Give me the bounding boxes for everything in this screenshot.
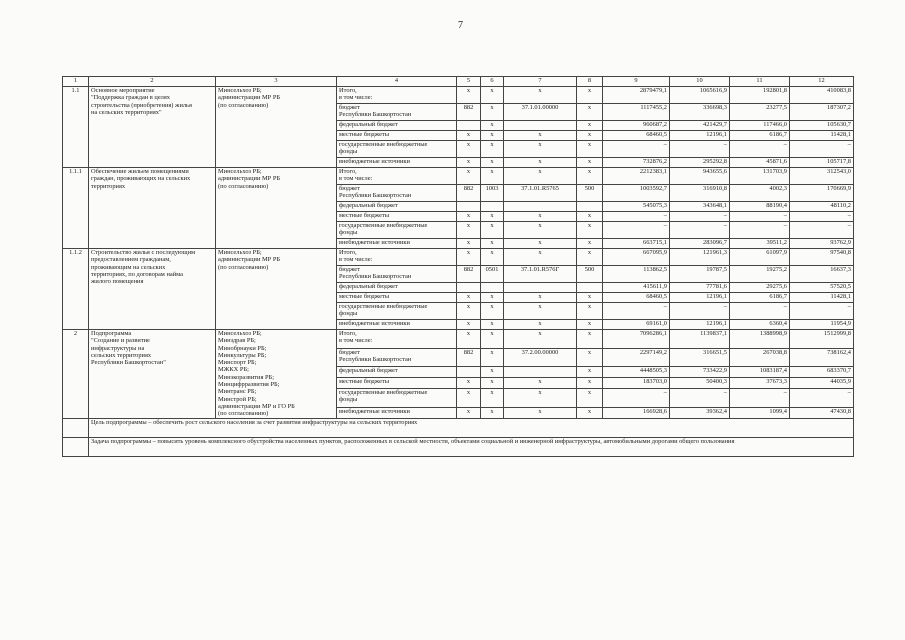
code-cell: x <box>577 121 603 131</box>
code-cell: 882 <box>457 104 481 121</box>
code-cell <box>457 283 481 293</box>
budget-table <box>62 76 854 457</box>
code-cell <box>577 283 603 293</box>
code-cell: x <box>577 141 603 158</box>
amount-cell: 19787,5 <box>670 266 730 283</box>
code-cell: x <box>457 141 481 158</box>
amount-cell: 960687,2 <box>603 121 670 131</box>
code-cell: x <box>577 158 603 168</box>
amount-cell: 1117455,2 <box>603 104 670 121</box>
executor: Минсельхоз РБ; администрации МР РБ (по согласованию) <box>216 168 337 249</box>
header-cell: 1 <box>63 77 89 87</box>
code-cell: x <box>504 249 577 266</box>
code-cell: x <box>577 389 603 408</box>
amount-cell: 12196,1 <box>670 320 730 330</box>
code-cell: x <box>481 141 504 158</box>
amount-cell: 68460,5 <box>603 131 670 141</box>
funding-source: бюджет Республики Башкортостан <box>337 348 457 367</box>
funding-source: государственные внебюджетные фонды <box>337 389 457 408</box>
empty-cell <box>63 418 89 437</box>
funding-source: государственные внебюджетные фонды <box>337 303 457 320</box>
amount-cell: 166928,6 <box>603 407 670 418</box>
funding-source: Итого, в том числе: <box>337 330 457 349</box>
funding-source: внебюджетные источники <box>337 407 457 418</box>
code-cell: x <box>481 303 504 320</box>
amount-cell: – <box>603 389 670 408</box>
amount-cell: 39362,4 <box>670 407 730 418</box>
amount-cell: 1139837,1 <box>670 330 730 349</box>
code-cell: 500 <box>577 266 603 283</box>
code-cell: x <box>504 378 577 389</box>
funding-source: местные бюджеты <box>337 293 457 303</box>
amount-cell: 183703,0 <box>603 378 670 389</box>
header-cell: 2 <box>89 77 216 87</box>
amount-cell: – <box>790 141 854 158</box>
amount-cell: 131703,9 <box>730 168 790 185</box>
code-cell: x <box>504 330 577 349</box>
funding-source: местные бюджеты <box>337 378 457 389</box>
amount-cell: 11954,9 <box>790 320 854 330</box>
subprogram-task: Задача подпрограммы – повысить уровень комплексного обустройства населенных пунктов, расположенных в сельской местности, объектами социальной и инженерной инфраструктуры, автомобильными дорогами общего пользования <box>89 437 854 456</box>
amount-cell: – <box>670 389 730 408</box>
funding-source: внебюджетные источники <box>337 158 457 168</box>
amount-cell: 7096286,1 <box>603 330 670 349</box>
code-cell: x <box>504 158 577 168</box>
amount-cell: 192801,8 <box>730 87 790 104</box>
amount-cell: 11428,1 <box>790 293 854 303</box>
amount-cell: 943655,6 <box>670 168 730 185</box>
code-cell: x <box>504 320 577 330</box>
amount-cell: 113862,5 <box>603 266 670 283</box>
table-row <box>63 418 854 437</box>
funding-source: федеральный бюджет <box>337 367 457 378</box>
table-row <box>63 249 854 266</box>
amount-cell: 105717,8 <box>790 158 854 168</box>
header-cell: 10 <box>670 77 730 87</box>
amount-cell: 12196,1 <box>670 131 730 141</box>
code-cell: x <box>457 293 481 303</box>
code-cell: x <box>457 303 481 320</box>
amount-cell: 11428,1 <box>790 131 854 141</box>
funding-source: федеральный бюджет <box>337 121 457 131</box>
amount-cell: 105630,7 <box>790 121 854 131</box>
code-cell: x <box>577 168 603 185</box>
funding-source: Итого, в том числе: <box>337 87 457 104</box>
amount-cell: 683370,7 <box>790 367 854 378</box>
code-cell: x <box>481 378 504 389</box>
code-cell: x <box>577 87 603 104</box>
code-cell: x <box>457 389 481 408</box>
funding-source: местные бюджеты <box>337 131 457 141</box>
amount-cell: 415611,9 <box>603 283 670 293</box>
code-cell: x <box>577 249 603 266</box>
amount-cell: 50400,3 <box>670 378 730 389</box>
code-cell <box>504 121 577 131</box>
table-row <box>63 87 854 104</box>
amount-cell: 170669,9 <box>790 185 854 202</box>
code-cell: x <box>577 348 603 367</box>
funding-source: бюджет Республики Башкортостан <box>337 266 457 283</box>
amount-cell: – <box>790 389 854 408</box>
code-cell: x <box>504 131 577 141</box>
funding-source: федеральный бюджет <box>337 283 457 293</box>
code-cell: x <box>504 303 577 320</box>
code-cell: x <box>481 87 504 104</box>
table-header-row <box>63 77 854 87</box>
header-cell: 6 <box>481 77 504 87</box>
subprogram-goal: Цель подпрограммы – обеспечить рост сельского населения за счет развития инфраструктуры на сельских территориях <box>89 418 854 437</box>
code-cell: x <box>577 293 603 303</box>
code-cell: x <box>481 158 504 168</box>
amount-cell: 69161,0 <box>603 320 670 330</box>
amount-cell: 312543,0 <box>790 168 854 185</box>
code-cell: x <box>481 320 504 330</box>
code-cell: x <box>577 330 603 349</box>
measure-name: Обеспечение жильем помещениями граждан, проживающих на сельских территориях <box>89 168 216 249</box>
amount-cell: 6186,7 <box>730 131 790 141</box>
amount-cell: 29275,6 <box>730 283 790 293</box>
amount-cell: 57520,5 <box>790 283 854 293</box>
code-cell <box>504 367 577 378</box>
amount-cell: 61097,9 <box>730 249 790 266</box>
code-cell: x <box>481 249 504 266</box>
amount-cell: – <box>603 212 670 222</box>
code-cell: 882 <box>457 266 481 283</box>
code-cell: x <box>577 367 603 378</box>
code-cell: x <box>504 212 577 222</box>
code-cell: x <box>481 222 504 239</box>
code-cell: x <box>577 303 603 320</box>
amount-cell: 6360,4 <box>730 320 790 330</box>
code-cell: x <box>481 239 504 249</box>
amount-cell: 23277,5 <box>730 104 790 121</box>
funding-source: бюджет Республики Башкортостан <box>337 185 457 202</box>
executor: Минсельхоз РБ; Минздрав РБ; Минобрнауки РБ; Минкультуры РБ; Минспорт РБ; МЖКХ РБ; Минэкоразвития РБ; Минцифрразвития РБ; Минтранс РБ; Минстрой РБ; администрации МР и ГО РБ (по согласованию) <box>216 330 337 419</box>
amount-cell: 295292,8 <box>670 158 730 168</box>
amount-cell: 93762,9 <box>790 239 854 249</box>
header-cell: 12 <box>790 77 854 87</box>
executor: Минсельхоз РБ; администрации МР РБ (по согласованию) <box>216 87 337 168</box>
amount-cell: – <box>670 212 730 222</box>
amount-cell: 343648,1 <box>670 202 730 212</box>
amount-cell: 733422,9 <box>670 367 730 378</box>
code-cell: x <box>577 104 603 121</box>
amount-cell: 410083,8 <box>790 87 854 104</box>
code-cell: x <box>504 407 577 418</box>
amount-cell: 2297149,2 <box>603 348 670 367</box>
code-cell: 37.1.01.R5765 <box>504 185 577 202</box>
amount-cell: – <box>790 303 854 320</box>
code-cell: x <box>481 407 504 418</box>
code-cell: x <box>481 168 504 185</box>
amount-cell: 45871,6 <box>730 158 790 168</box>
code-cell: x <box>577 320 603 330</box>
code-cell: x <box>481 212 504 222</box>
header-cell: 9 <box>603 77 670 87</box>
page-number: 7 <box>458 20 463 31</box>
code-cell <box>504 202 577 212</box>
amount-cell: 121961,3 <box>670 249 730 266</box>
funding-source: федеральный бюджет <box>337 202 457 212</box>
funding-source: внебюджетные источники <box>337 320 457 330</box>
code-cell: x <box>457 378 481 389</box>
code-cell <box>481 283 504 293</box>
code-cell: x <box>481 131 504 141</box>
amount-cell: 1083187,4 <box>730 367 790 378</box>
executor: Минсельхоз РБ; администрации МР РБ (по согласованию) <box>216 249 337 330</box>
amount-cell: – <box>670 222 730 239</box>
code-cell: x <box>504 168 577 185</box>
amount-cell: – <box>670 303 730 320</box>
amount-cell: – <box>730 212 790 222</box>
funding-source: местные бюджеты <box>337 212 457 222</box>
amount-cell: 12196,1 <box>670 293 730 303</box>
code-cell: x <box>504 389 577 408</box>
table-row <box>63 168 854 185</box>
code-cell: 0501 <box>481 266 504 283</box>
code-cell: x <box>481 104 504 121</box>
amount-cell: – <box>730 389 790 408</box>
table-row <box>63 330 854 349</box>
header-cell: 8 <box>577 77 603 87</box>
code-cell: 1003 <box>481 185 504 202</box>
amount-cell: – <box>730 222 790 239</box>
amount-cell: 47430,8 <box>790 407 854 418</box>
amount-cell: 68460,5 <box>603 293 670 303</box>
amount-cell: 97540,8 <box>790 249 854 266</box>
code-cell: x <box>481 293 504 303</box>
amount-cell: 2212383,1 <box>603 168 670 185</box>
amount-cell: 1065616,9 <box>670 87 730 104</box>
amount-cell: 19275,2 <box>730 266 790 283</box>
row-number: 1.1.1 <box>63 168 89 249</box>
row-number: 2 <box>63 330 89 419</box>
header-cell: 7 <box>504 77 577 87</box>
amount-cell: 88190,4 <box>730 202 790 212</box>
amount-cell: 545075,3 <box>603 202 670 212</box>
code-cell: x <box>481 121 504 131</box>
code-cell: x <box>504 293 577 303</box>
code-cell: x <box>457 158 481 168</box>
code-cell: x <box>457 168 481 185</box>
amount-cell: 336698,3 <box>670 104 730 121</box>
header-cell: 11 <box>730 77 790 87</box>
empty-cell <box>63 437 89 456</box>
amount-cell: 267038,8 <box>730 348 790 367</box>
measure-name: Основное мероприятие "Поддержка граждан в целях строительства (приобретения) жилья на сельских территориях" <box>89 87 216 168</box>
row-number: 1.1.2 <box>63 249 89 330</box>
code-cell: x <box>457 330 481 349</box>
amount-cell: – <box>790 222 854 239</box>
code-cell: x <box>577 239 603 249</box>
amount-cell: 732876,2 <box>603 158 670 168</box>
amount-cell: 1512999,8 <box>790 330 854 349</box>
amount-cell: 37673,3 <box>730 378 790 389</box>
amount-cell: 39511,2 <box>730 239 790 249</box>
code-cell: x <box>457 239 481 249</box>
code-cell: x <box>577 378 603 389</box>
amount-cell: 77781,6 <box>670 283 730 293</box>
amount-cell: – <box>790 212 854 222</box>
code-cell: x <box>481 389 504 408</box>
amount-cell: – <box>603 141 670 158</box>
funding-source: государственные внебюджетные фонды <box>337 141 457 158</box>
code-cell: 37.1.01.R576Г <box>504 266 577 283</box>
header-cell: 5 <box>457 77 481 87</box>
code-cell: 37.1.01.00000 <box>504 104 577 121</box>
code-cell: 882 <box>457 185 481 202</box>
amount-cell: 48110,2 <box>790 202 854 212</box>
code-cell: x <box>457 222 481 239</box>
amount-cell: – <box>730 141 790 158</box>
code-cell <box>481 202 504 212</box>
amount-cell: – <box>603 222 670 239</box>
code-cell: x <box>457 249 481 266</box>
code-cell: x <box>504 141 577 158</box>
funding-source: бюджет Республики Башкортостан <box>337 104 457 121</box>
funding-source: внебюджетные источники <box>337 239 457 249</box>
amount-cell: 663715,1 <box>603 239 670 249</box>
code-cell: x <box>504 239 577 249</box>
amount-cell: 187307,2 <box>790 104 854 121</box>
amount-cell: 1003592,7 <box>603 185 670 202</box>
code-cell: x <box>577 407 603 418</box>
amount-cell: 16637,3 <box>790 266 854 283</box>
code-cell: 37.2.00.00000 <box>504 348 577 367</box>
header-cell: 3 <box>216 77 337 87</box>
amount-cell: 1388998,9 <box>730 330 790 349</box>
code-cell: x <box>457 212 481 222</box>
amount-cell: 738162,4 <box>790 348 854 367</box>
amount-cell: 4448505,3 <box>603 367 670 378</box>
amount-cell: 283096,7 <box>670 239 730 249</box>
code-cell: x <box>577 222 603 239</box>
amount-cell: – <box>603 303 670 320</box>
code-cell <box>577 202 603 212</box>
code-cell <box>457 367 481 378</box>
amount-cell: 316910,8 <box>670 185 730 202</box>
code-cell: x <box>504 87 577 104</box>
amount-cell: 1099,4 <box>730 407 790 418</box>
measure-name: Строительство жилья с последующим предоставлением гражданам, проживающим на сельских территориях, по договорам найма жилого помещения <box>89 249 216 330</box>
amount-cell: 2879479,1 <box>603 87 670 104</box>
code-cell: x <box>577 212 603 222</box>
code-cell: 882 <box>457 348 481 367</box>
code-cell: x <box>577 131 603 141</box>
amount-cell: 117466,0 <box>730 121 790 131</box>
code-cell: x <box>457 87 481 104</box>
amount-cell: – <box>670 141 730 158</box>
funding-source: Итого, в том числе: <box>337 168 457 185</box>
funding-source: Итого, в том числе: <box>337 249 457 266</box>
funding-source: государственные внебюджетные фонды <box>337 222 457 239</box>
code-cell: x <box>481 348 504 367</box>
code-cell: x <box>457 407 481 418</box>
amount-cell: 6186,7 <box>730 293 790 303</box>
code-cell <box>457 202 481 212</box>
code-cell <box>504 283 577 293</box>
code-cell: x <box>457 131 481 141</box>
amount-cell: 4002,3 <box>730 185 790 202</box>
amount-cell: – <box>730 303 790 320</box>
code-cell: x <box>457 320 481 330</box>
measure-name: Подпрограмма "Создание и развитие инфраструктуры на сельских территориях Республики Башкортостан" <box>89 330 216 419</box>
code-cell: x <box>481 367 504 378</box>
header-cell: 4 <box>337 77 457 87</box>
amount-cell: 421429,7 <box>670 121 730 131</box>
code-cell <box>457 121 481 131</box>
amount-cell: 667095,9 <box>603 249 670 266</box>
row-number: 1.1 <box>63 87 89 168</box>
table-row <box>63 437 854 456</box>
code-cell: 500 <box>577 185 603 202</box>
amount-cell: 316651,5 <box>670 348 730 367</box>
amount-cell: 44035,9 <box>790 378 854 389</box>
code-cell: x <box>481 330 504 349</box>
code-cell: x <box>504 222 577 239</box>
